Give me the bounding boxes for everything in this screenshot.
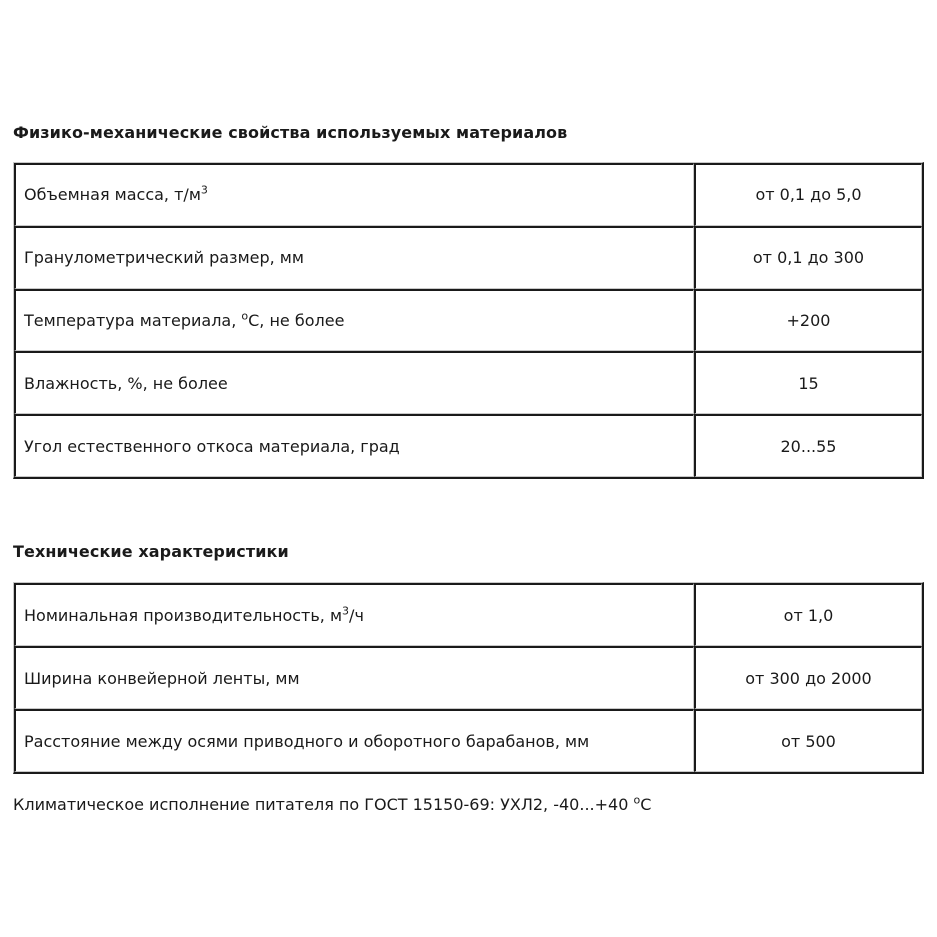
row-label: Температура материала, $^о$С, не более [14,289,694,352]
table-row [14,351,922,414]
row-value: 20...55 [694,414,922,477]
row-value: от 1,0 [694,583,922,646]
table-row [14,163,922,226]
row-value: от 0,1 до 5,0 [694,163,922,226]
row-label: Влажность, %, не более [14,351,694,414]
physical-properties-table [13,162,924,479]
section-title-physical-properties: Физико-механические свойства используемых материалов [13,123,568,142]
table-row [14,646,922,709]
table-row [14,414,922,477]
climate-footnote: Климатическое исполнение питателя по ГОСТ 15150-69: УХЛ2, -40...+40 $^о$С [13,793,652,814]
table-row [14,583,922,646]
section-title-technical-specs: Технические характеристики [13,542,289,561]
row-label: Номинальная производительность, $м^3/ч$ [14,583,694,646]
table-row [14,289,922,352]
row-label: Объемная масса, $т/м^3$ [14,163,694,226]
row-label: Угол естественного откоса материала, град [14,414,694,477]
table-row [14,226,922,289]
row-value: от 300 до 2000 [694,646,922,709]
row-value: 15 [694,351,922,414]
row-label: Расстояние между осями приводного и оборотного барабанов, мм [14,709,694,772]
row-value: от 500 [694,709,922,772]
row-value: от 0,1 до 300 [694,226,922,289]
row-label: Гранулометрический размер, мм [14,226,694,289]
row-label: Ширина конвейерной ленты, мм [14,646,694,709]
table-row [14,709,922,772]
technical-specs-table [13,582,924,774]
row-value: +200 [694,289,922,352]
